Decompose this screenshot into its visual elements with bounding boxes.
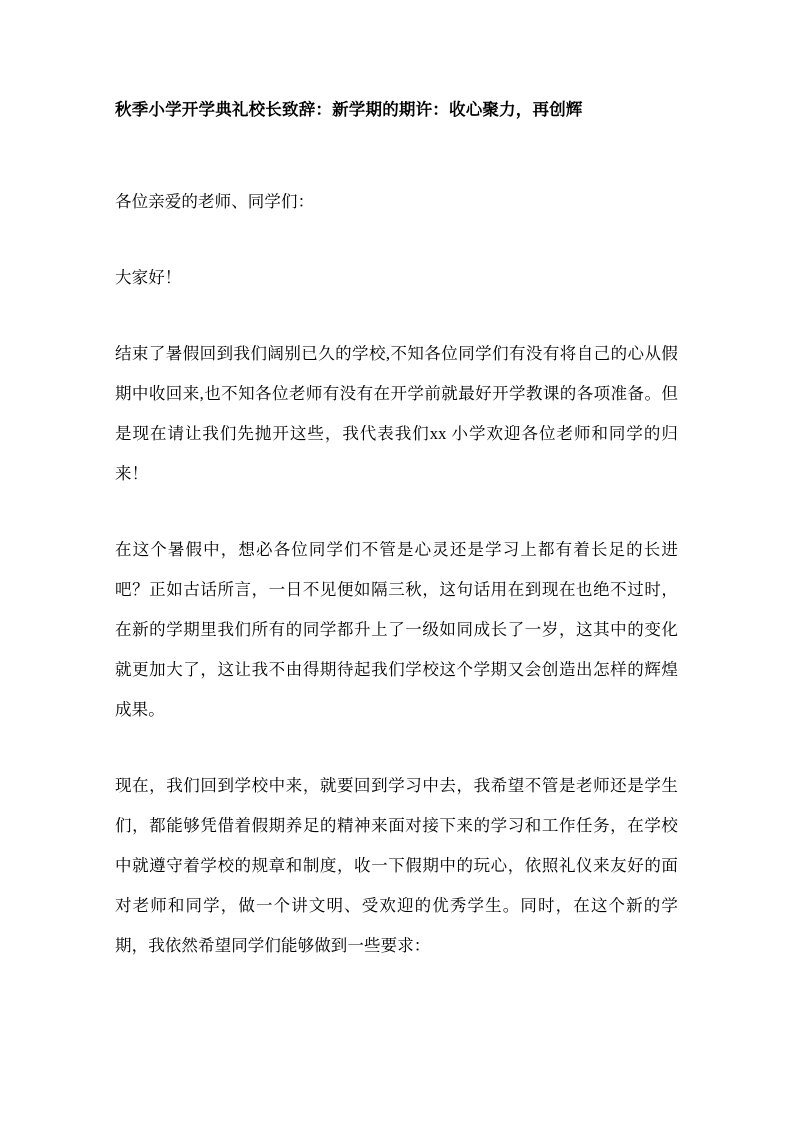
paragraph-body-2: 在这个暑假中，想必各位同学们不管是心灵还是学习上都有着长足的长进吧？正如古话所言，一日不见便如隔三秋，这句话用在到现在也绝不过时，在新的学期里我们所有的同学都升上了一级如同成长了一岁，这其中的变化就更加大了，这让我不由得期待起我们学校这个学期又会创造出怎样的辉煌成果。 bbox=[115, 540, 678, 719]
paragraph-body-3: 现在，我们回到学校中来，就要回到学习中去，我希望不管是老师还是学生们，都能够凭借着假期养足的精神来面对接下来的学习和工作任务，在学校中就遵守着学校的规章和制度，收一下假期中的玩心，依照礼仪来友好的面对老师和同学，做一个讲文明、受欢迎的优秀学生。同时，在这个新的学期，我依然希望同学们能够做到一些要求： bbox=[115, 776, 678, 955]
paragraph-hello: 大家好！ bbox=[115, 268, 182, 287]
paragraph-body-1: 结束了暑假回到我们阔别已久的学校,不知各位同学们有没有将自己的心从假期中收回来,也不知各位老师有没有在开学前就最好开学教课的各项准备。但是现在请让我们先抛开这些，我代表我们xx 小学欢迎各位老师和同学的归来！ bbox=[115, 344, 678, 483]
paragraph-greeting: 各位亲爱的老师、同学们： bbox=[115, 192, 315, 211]
page-title: 秋季小学开学典礼校长致辞：新学期的期许：收心聚力，再创辉 bbox=[115, 101, 583, 119]
